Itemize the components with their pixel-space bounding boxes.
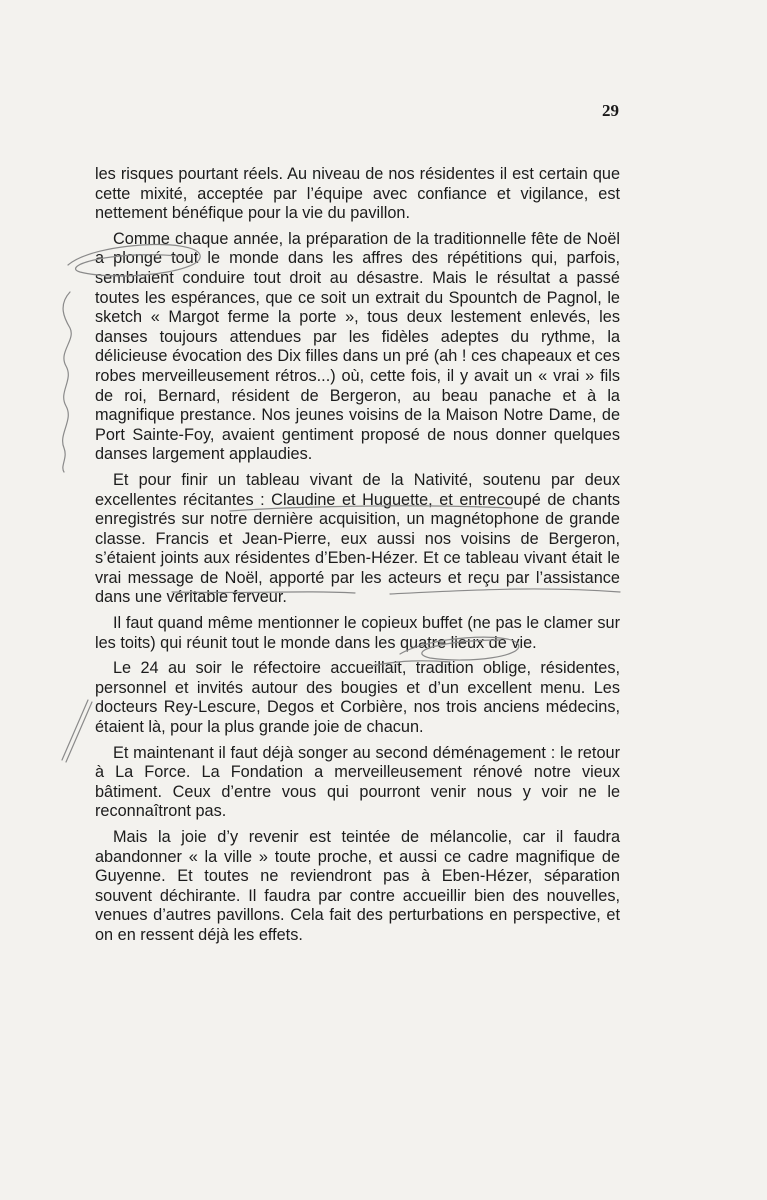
pencil-margin-strike [62, 700, 88, 760]
paragraph-5: Le 24 au soir le réfectoire accueillait, tradition oblige, résidentes, personnel et invités autour des bougies et d’un excellent menu. Les docteurs Rey-Lescure, Degos et Corbière, nos trois anciens médecins, étaient là, pour la plus grande joie de chacun. [95, 659, 620, 737]
paragraph-6: Et maintenant il faut déjà songer au second déménagement : le retour à La Force. La Fondation a merveilleusement rénové notre vieux bâtiment. Ceux d’entre vous qui pourront venir nous y voir ne le reconnaîtront pas. [95, 743, 620, 821]
pencil-margin-bracket [63, 292, 72, 472]
body-text [95, 165, 620, 952]
paragraph-4: Il faut quand même mentionner le copieux buffet (ne pas le clamer sur les toits) qui réunit tout le monde dans les quatre lieux de vie. [95, 614, 620, 652]
paragraph-2: Comme chaque année, la préparation de la traditionnelle fête de Noël a plongé tout le monde dans les affres des répétitions qui, parfois, semblaient conduire tout droit au désastre. Mais le résultat a passé toutes les espérances, que ce soit un extrait du Spountch de Pagnol, le sketch « Margot ferme la porte », tous deux lestement enlevés, les danses toujours attendues par les fidèles adeptes du rythme, la délicieuse évocation des Dix filles dans un pré (ah ! ces chapeaux et ces robes merveilleusement rétros...) où, cette fois, il y avait un « vrai » fils de roi, Bernard, résident de Bergeron, au beau panache et à la magnifique prestance. Nos jeunes voisins de la Maison Notre Dame, de Port Sainte-Foy, avaient gentiment proposé de nous donner quelques danses largement applaudies. [95, 229, 620, 464]
page-number: 29 [602, 101, 619, 120]
paragraph-1: les risques pourtant réels. Au niveau de nos résidentes il est certain que cette mixité, acceptée par l’équipe avec confiance et vigilance, est nettement bénéfique pour la vie du pavillon. [95, 165, 620, 223]
pencil-margin-strike-2 [66, 702, 92, 762]
paragraph-3: Et pour finir un tableau vivant de la Nativité, soutenu par deux excellentes récitantes : Claudine et Huguette, et entrecoupé de chants enregistrés sur notre dernière acquisition, un magnétophone de grande classe. Francis et Jean-Pierre, eux aussi nos voisins de Bergeron, s’étaient joints aux résidentes d’Eben-Hézer. Et ce tableau vivant était le vrai message de Noël, apporté par les acteurs et reçu par l’assistance dans une véritable ferveur. [95, 470, 620, 607]
paragraph-7: Mais la joie d’y revenir est teintée de mélancolie, car il faudra abandonner « la ville » toute proche, et aussi ce cadre magnifique de Guyenne. Et toutes ne reviendront pas à Eben-Hézer, séparation souvent déchirante. Il faudra par contre accueillir bien des nouvelles, venues d’autres pavillons. Cela fait des perturbations en perspective, et on en ressent déjà les effets. [95, 828, 620, 944]
